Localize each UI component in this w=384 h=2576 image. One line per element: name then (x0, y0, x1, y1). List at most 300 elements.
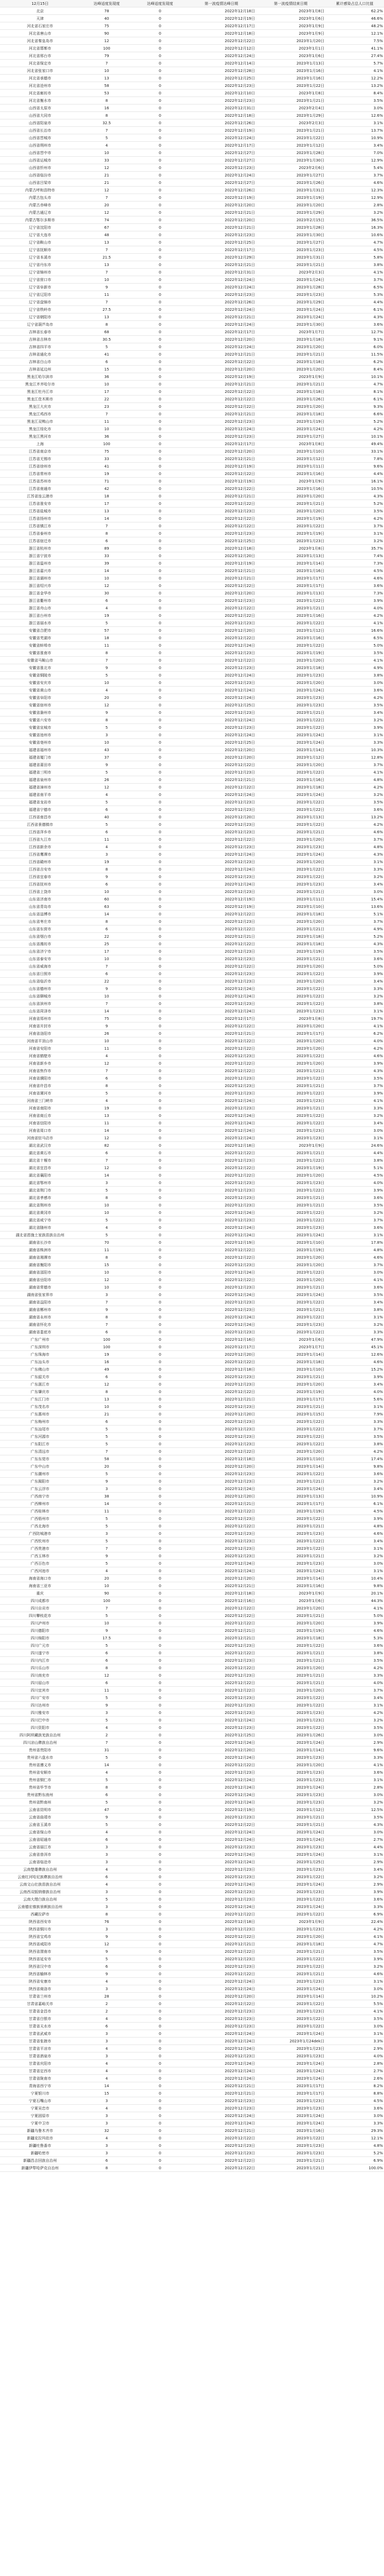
row-ratio: 7.3% (325, 560, 384, 567)
row-ratio: 6.1% (325, 1500, 384, 1508)
row-peak-date: 2022年12月27日 (187, 179, 256, 187)
row-peak-date: 2022年12月23日 (187, 1299, 256, 1306)
row-value-1: 6 (80, 1836, 133, 1844)
row-value-2: 0 (133, 1567, 187, 1575)
row-region: 广东汕头市 (0, 1358, 80, 1366)
row-value-1: 8 (80, 717, 133, 724)
row-ratio: 17.8% (325, 1239, 384, 1246)
row-end-date: 2023年1月19日 (256, 649, 325, 657)
row-value-1: 6 (80, 1373, 133, 1381)
table-row (0, 1179, 384, 1187)
row-end-date: 2023年1月22日 (256, 1052, 325, 1060)
row-value-1: 5 (80, 1799, 133, 1806)
row-region: 广东珠海市 (0, 1351, 80, 1358)
row-ratio: 12.5% (325, 1806, 384, 1814)
row-value-2: 0 (133, 1717, 187, 1724)
row-region: 四川遂宁市 (0, 1649, 80, 1657)
row-end-date: 2023年1月20日 (256, 403, 325, 410)
table-row (0, 1515, 384, 1523)
row-value-2: 0 (133, 1635, 187, 1642)
row-peak-date: 2022年12月23日 (187, 1306, 256, 1314)
row-ratio: 3.5% (325, 1948, 384, 1955)
row-value-2: 0 (133, 1075, 187, 1082)
row-end-date: 2023年1月22日 (256, 1515, 325, 1523)
row-value-2: 0 (133, 858, 187, 866)
table-row (0, 1231, 384, 1239)
row-value-2: 0 (133, 537, 187, 545)
row-value-2: 0 (133, 1590, 187, 1597)
row-value-2: 0 (133, 1836, 187, 1844)
row-value-1: 9 (80, 1023, 133, 1030)
row-value-2: 0 (133, 1306, 187, 1314)
row-end-date: 2023年1月20日 (256, 1605, 325, 1612)
row-value-1: 20 (80, 1575, 133, 1582)
row-peak-date: 2022年12月22日 (187, 1164, 256, 1172)
row-ratio: 4.4% (325, 299, 384, 306)
row-end-date: 2023年1月19日 (256, 1627, 325, 1635)
table-row (0, 1314, 384, 1321)
row-peak-date: 2022年12月23日 (187, 821, 256, 828)
row-value-2: 0 (133, 2142, 187, 2150)
row-end-date: 2023年1月16日 (256, 776, 325, 784)
row-value-2: 0 (133, 1194, 187, 1202)
row-end-date: 2023年1月20日 (256, 1254, 325, 1261)
row-region: 江西省南昌市 (0, 814, 80, 821)
row-ratio: 19.7% (325, 1015, 384, 1023)
row-region: 甘肃省武威市 (0, 2030, 80, 2038)
row-value-2: 0 (133, 1179, 187, 1187)
row-peak-date: 2022年12月20日 (187, 1746, 256, 1754)
row-region: 吉林省长春市 (0, 328, 80, 336)
row-region: 湖南省岳阳市 (0, 1276, 80, 1284)
row-value-2: 0 (133, 590, 187, 597)
row-value-1: 32.5 (80, 119, 133, 127)
row-end-date: 2023年1月22日 (256, 522, 325, 530)
row-value-1: 4 (80, 1224, 133, 1231)
row-value-1: 3 (80, 2120, 133, 2127)
row-ratio: 3.7% (325, 276, 384, 284)
row-value-1: 10 (80, 679, 133, 687)
row-value-1: 8 (80, 112, 133, 119)
table-row (0, 1642, 384, 1649)
row-end-date: 2023年1月23日 (256, 1224, 325, 1231)
row-region: 安徽省六安市 (0, 717, 80, 724)
row-peak-date: 2022年12月23日 (187, 2008, 256, 2015)
row-region: 江西省九江市 (0, 836, 80, 843)
row-end-date: 2023年1月22日 (256, 1075, 325, 1082)
table-row (0, 30, 384, 37)
row-value-2: 0 (133, 261, 187, 269)
row-value-1: 9 (80, 873, 133, 881)
row-value-1: 19 (80, 470, 133, 478)
row-end-date: 2023年1月17日 (256, 582, 325, 590)
row-ratio: 3.8% (325, 672, 384, 679)
row-peak-date: 2022年12月21日 (187, 313, 256, 321)
row-ratio: 9.6% (325, 463, 384, 470)
row-region: 贵州省遵义市 (0, 1761, 80, 1769)
table-row (0, 2142, 384, 2150)
row-value-1: 4 (80, 1567, 133, 1575)
row-ratio: 4.2% (325, 694, 384, 702)
row-end-date: 2023年1月23日 (256, 2150, 325, 2157)
row-peak-date: 2022年12月23日 (187, 1552, 256, 1560)
row-region: 安徽省淮北市 (0, 664, 80, 672)
row-value-2: 0 (133, 1112, 187, 1120)
row-ratio: 4.8% (325, 843, 384, 851)
row-value-2: 0 (133, 1351, 187, 1358)
table-row (0, 37, 384, 45)
header-row (0, 0, 384, 7)
row-peak-date: 2022年12月24日 (187, 2045, 256, 2052)
row-peak-date: 2022年12月23日 (187, 619, 256, 627)
table-row (0, 1746, 384, 1754)
row-peak-date: 2022年12月24日 (187, 1567, 256, 1575)
row-end-date: 2023年1月24日 (256, 276, 325, 284)
row-end-date: 2023年1月21日 (256, 1478, 325, 1485)
row-end-date: 2023年1月21日 (256, 828, 325, 836)
row-region: 湖南省长沙市 (0, 1239, 80, 1246)
row-region: 甘肃省金昌市 (0, 2008, 80, 2015)
row-ratio: 8.1% (325, 388, 384, 396)
row-peak-date: 2022年12月24日 (187, 1269, 256, 1276)
row-end-date: 2023年1月21日 (256, 955, 325, 963)
row-ratio: 46.6% (325, 15, 384, 22)
row-value-1: 8 (80, 530, 133, 537)
row-value-1: 14 (80, 1500, 133, 1508)
row-end-date: 2023年1月21日 (256, 925, 325, 933)
row-ratio: 10.6% (325, 231, 384, 239)
row-end-date: 2023年1月22日 (256, 1440, 325, 1448)
row-peak-date: 2022年12月20日 (187, 336, 256, 343)
row-region: 安徽省宣城市 (0, 724, 80, 731)
row-ratio: 3.1% (325, 1403, 384, 1411)
row-peak-date: 2022年12月21日 (187, 455, 256, 463)
row-value-2: 0 (133, 1403, 187, 1411)
row-value-1: 4 (80, 142, 133, 149)
row-ratio: 13.6% (325, 903, 384, 911)
row-peak-date: 2022年12月22日 (187, 1254, 256, 1261)
row-value-1: 100 (80, 1336, 133, 1343)
row-end-date: 2023年1月9日 (256, 478, 325, 485)
row-ratio: 29.3% (325, 2127, 384, 2135)
row-end-date: 2023年1月24日 (256, 687, 325, 694)
row-value-2: 0 (133, 1291, 187, 1299)
row-value-1: 7 (80, 299, 133, 306)
row-value-2: 0 (133, 1702, 187, 1709)
row-value-1: 82 (80, 1142, 133, 1149)
row-region: 山西省晋城市 (0, 134, 80, 142)
row-end-date: 2023年1月24日 (256, 1231, 325, 1239)
table-row (0, 1955, 384, 1963)
row-value-2: 0 (133, 1418, 187, 1426)
row-peak-date: 2022年12月19日 (187, 1806, 256, 1814)
row-ratio: 16.6% (325, 627, 384, 634)
row-ratio: 7.8% (325, 455, 384, 463)
row-ratio: 6.9% (325, 2157, 384, 2164)
table-row (0, 709, 384, 717)
row-region: 云南省玉溪市 (0, 1821, 80, 1829)
row-value-2: 0 (133, 724, 187, 731)
row-region: 安徽省阜阳市 (0, 694, 80, 702)
row-value-2: 0 (133, 1679, 187, 1687)
row-end-date: 2023年1月21日 (256, 1105, 325, 1112)
row-value-2: 0 (133, 231, 187, 239)
table-row (0, 1649, 384, 1657)
row-value-2: 0 (133, 1888, 187, 1896)
row-ratio: 4.5% (325, 1172, 384, 1179)
row-ratio: 3.9% (325, 597, 384, 605)
table-row (0, 2090, 384, 2097)
row-value-1: 31 (80, 1746, 133, 1754)
row-value-1: 5 (80, 134, 133, 142)
table-row (0, 1075, 384, 1082)
row-ratio: 10.4% (325, 1575, 384, 1582)
row-ratio: 2.8% (325, 202, 384, 209)
row-region: 湖北省随州市 (0, 1224, 80, 1231)
row-value-2: 0 (133, 1664, 187, 1672)
row-value-1: 7 (80, 1000, 133, 1008)
row-value-2: 0 (133, 978, 187, 985)
row-peak-date: 2022年12月23日 (187, 1329, 256, 1336)
row-value-2: 0 (133, 142, 187, 149)
table-row (0, 1306, 384, 1314)
row-value-1: 47 (80, 1806, 133, 1814)
row-value-1: 17.5 (80, 1635, 133, 1642)
row-region: 湖北省宜昌市 (0, 1164, 80, 1172)
row-ratio: 5.5% (325, 2000, 384, 2008)
row-region: 四川资阳市 (0, 1724, 80, 1732)
row-end-date: 2023年1月16日 (256, 485, 325, 493)
row-ratio: 3.0% (325, 2023, 384, 2030)
row-peak-date: 2022年12月21日 (187, 1582, 256, 1590)
row-value-2: 0 (133, 1426, 187, 1433)
row-value-2: 0 (133, 2164, 187, 2172)
table-row (0, 1567, 384, 1575)
row-value-1: 4 (80, 2135, 133, 2142)
row-value-2: 0 (133, 224, 187, 231)
row-end-date: 2023年1月23日 (256, 1926, 325, 1933)
row-value-1: 10 (80, 1209, 133, 1217)
row-end-date: 2023年1月7日 (256, 1343, 325, 1351)
table-row (0, 2157, 384, 2164)
row-region: 福建省宁德市 (0, 806, 80, 814)
row-value-1: 5 (80, 672, 133, 679)
table-row (0, 306, 384, 313)
row-value-2: 0 (133, 1254, 187, 1261)
row-peak-date: 2022年12月29日 (187, 254, 256, 261)
row-region: 甘肃省兰州市 (0, 1993, 80, 2000)
table-row (0, 246, 384, 254)
table-row (0, 388, 384, 396)
row-end-date: 2023年1月22日 (256, 642, 325, 649)
row-value-1: 5 (80, 724, 133, 731)
row-peak-date: 2022年12月21日 (187, 2127, 256, 2135)
row-ratio: 4.1% (325, 1276, 384, 1284)
table-row (0, 1261, 384, 1269)
row-ratio: 3.6% (325, 1896, 384, 1903)
row-value-1: 3 (80, 2150, 133, 2157)
table-row (0, 1142, 384, 1149)
row-value-2: 0 (133, 776, 187, 784)
row-value-1: 43 (80, 746, 133, 754)
row-peak-date: 2022年12月23日 (187, 1090, 256, 1097)
row-value-2: 0 (133, 1209, 187, 1217)
row-value-2: 0 (133, 1985, 187, 1993)
row-region: 广东河源市 (0, 1433, 80, 1440)
row-peak-date: 2022年12月21日 (187, 381, 256, 388)
row-value-2: 0 (133, 2112, 187, 2120)
row-end-date: 2023年1月23日 (256, 672, 325, 679)
row-region: 上海 (0, 440, 80, 448)
row-value-2: 0 (133, 2097, 187, 2105)
row-value-2: 0 (133, 351, 187, 358)
row-ratio: 3.1% (325, 1851, 384, 1858)
row-value-2: 0 (133, 164, 187, 172)
row-end-date: 2023年1月16日 (256, 634, 325, 642)
row-region: 四川广元市 (0, 1642, 80, 1649)
row-ratio: 4.6% (325, 1254, 384, 1261)
row-value-2: 0 (133, 1411, 187, 1418)
row-end-date: 2023年1月21日 (256, 127, 325, 134)
row-ratio: 6.6% (325, 410, 384, 418)
row-peak-date: 2022年12月22日 (187, 963, 256, 970)
row-region: 云南德宏傣族景颇族自治州 (0, 1903, 80, 1911)
row-ratio: 3.7% (325, 761, 384, 769)
row-end-date: 2023年1月28日 (256, 224, 325, 231)
row-end-date: 2023年1月22日 (256, 1955, 325, 1963)
row-value-1: 38 (80, 1493, 133, 1500)
row-ratio: 3.3% (325, 1418, 384, 1426)
row-region: 江苏省南通市 (0, 485, 80, 493)
row-value-2: 0 (133, 2105, 187, 2112)
row-value-1: 10 (80, 425, 133, 433)
row-peak-date: 2022年12月21日 (187, 351, 256, 358)
row-end-date: 2023年1月10日 (256, 1455, 325, 1463)
table-row (0, 1523, 384, 1530)
table-row (0, 1030, 384, 1037)
row-value-2: 0 (133, 60, 187, 67)
table-row (0, 2052, 384, 2060)
row-end-date: 2023年1月22日 (256, 2015, 325, 2023)
row-peak-date: 2022年12月23日 (187, 1888, 256, 1896)
table-row (0, 537, 384, 545)
row-ratio: 2.8% (325, 1784, 384, 1791)
row-ratio: 4.8% (325, 1523, 384, 1530)
row-value-2: 0 (133, 1067, 187, 1075)
row-peak-date: 2022年12月23日 (187, 508, 256, 515)
row-value-2: 0 (133, 515, 187, 522)
row-value-1: 10 (80, 1582, 133, 1590)
row-end-date: 2023年1月21日 (256, 1970, 325, 1978)
row-value-1: 12 (80, 209, 133, 216)
table-row (0, 806, 384, 814)
row-peak-date: 2022年12月21日 (187, 2082, 256, 2090)
table-row (0, 1067, 384, 1075)
row-region: 云南西双版纳傣族自治州 (0, 1888, 80, 1896)
table-row (0, 1448, 384, 1455)
row-value-2: 0 (133, 1343, 187, 1351)
row-value-2: 0 (133, 1597, 187, 1605)
row-value-2: 0 (133, 1612, 187, 1620)
row-peak-date: 2022年12月23日 (187, 1515, 256, 1523)
row-peak-date: 2022年12月17日 (187, 440, 256, 448)
row-end-date: 2023年1月20日 (256, 836, 325, 843)
row-peak-date: 2022年12月23日 (187, 2023, 256, 2030)
row-end-date: 2023年1月29日 (256, 209, 325, 216)
row-ratio: 3.6% (325, 582, 384, 590)
row-value-1: 10 (80, 955, 133, 963)
row-region: 湖北省咸宁市 (0, 1217, 80, 1224)
row-ratio: 3.5% (325, 1724, 384, 1732)
row-value-1: 9 (80, 1948, 133, 1955)
row-region: 福建省厦门市 (0, 754, 80, 761)
row-ratio: 4.0% (325, 1179, 384, 1187)
row-peak-date: 2022年12月23日 (187, 1844, 256, 1851)
row-peak-date: 2022年12月19日 (187, 903, 256, 911)
row-end-date: 2023年1月18日 (256, 664, 325, 672)
row-value-1: 9 (80, 1702, 133, 1709)
row-region: 安徽省亳州市 (0, 739, 80, 746)
row-peak-date: 2022年12月23日 (187, 1261, 256, 1269)
row-end-date: 2023年1月17日 (256, 1396, 325, 1403)
row-ratio: 16.1% (325, 478, 384, 485)
row-peak-date: 2022年12月23日 (187, 873, 256, 881)
table-row (0, 493, 384, 500)
row-peak-date: 2022年12月24日 (187, 731, 256, 739)
row-peak-date: 2022年12月24日 (187, 881, 256, 888)
row-peak-date: 2022年12月26日 (187, 119, 256, 127)
row-region: 湖南省郴州市 (0, 1306, 80, 1314)
row-value-1: 5 (80, 1694, 133, 1702)
row-region: 浙江省湖州市 (0, 575, 80, 582)
row-end-date: 2023年1月20日 (256, 493, 325, 500)
table-row (0, 679, 384, 687)
row-ratio: 3.2% (325, 1478, 384, 1485)
row-peak-date: 2022年12月10日 (187, 90, 256, 97)
row-value-2: 0 (133, 1515, 187, 1523)
table-row (0, 1597, 384, 1605)
row-region: 广西百色市 (0, 1560, 80, 1567)
row-end-date: 2023年1月23日 (256, 1008, 325, 1015)
row-peak-date: 2022年12月22日 (187, 1172, 256, 1179)
row-value-2: 0 (133, 1530, 187, 1537)
row-value-2: 0 (133, 1023, 187, 1030)
table-row (0, 1411, 384, 1418)
row-value-1: 36 (80, 373, 133, 381)
table-row (0, 1530, 384, 1537)
row-value-2: 0 (133, 1993, 187, 2000)
row-end-date: 2023年1月21日 (256, 709, 325, 717)
row-ratio: 3.2% (325, 209, 384, 216)
row-peak-date: 2022年12月24日 (187, 1858, 256, 1866)
row-ratio: 3.1% (325, 1978, 384, 1985)
row-end-date: 2023年1月8日 (256, 90, 325, 97)
row-peak-date: 2022年12月17日 (187, 22, 256, 30)
row-value-2: 0 (133, 1455, 187, 1463)
row-peak-date: 2022年12月22日 (187, 2164, 256, 2172)
row-value-2: 0 (133, 634, 187, 642)
row-ratio: 3.5% (325, 1291, 384, 1299)
row-end-date: 2023年1月22日 (256, 1896, 325, 1903)
row-ratio: 3.5% (325, 1814, 384, 1821)
row-ratio: 8.2% (325, 2082, 384, 2090)
row-value-2: 0 (133, 1687, 187, 1694)
row-ratio: 4.2% (325, 821, 384, 828)
row-value-1: 7 (80, 194, 133, 202)
row-value-2: 0 (133, 127, 187, 134)
table-row (0, 1552, 384, 1560)
row-region: 河北省保定市 (0, 60, 80, 67)
